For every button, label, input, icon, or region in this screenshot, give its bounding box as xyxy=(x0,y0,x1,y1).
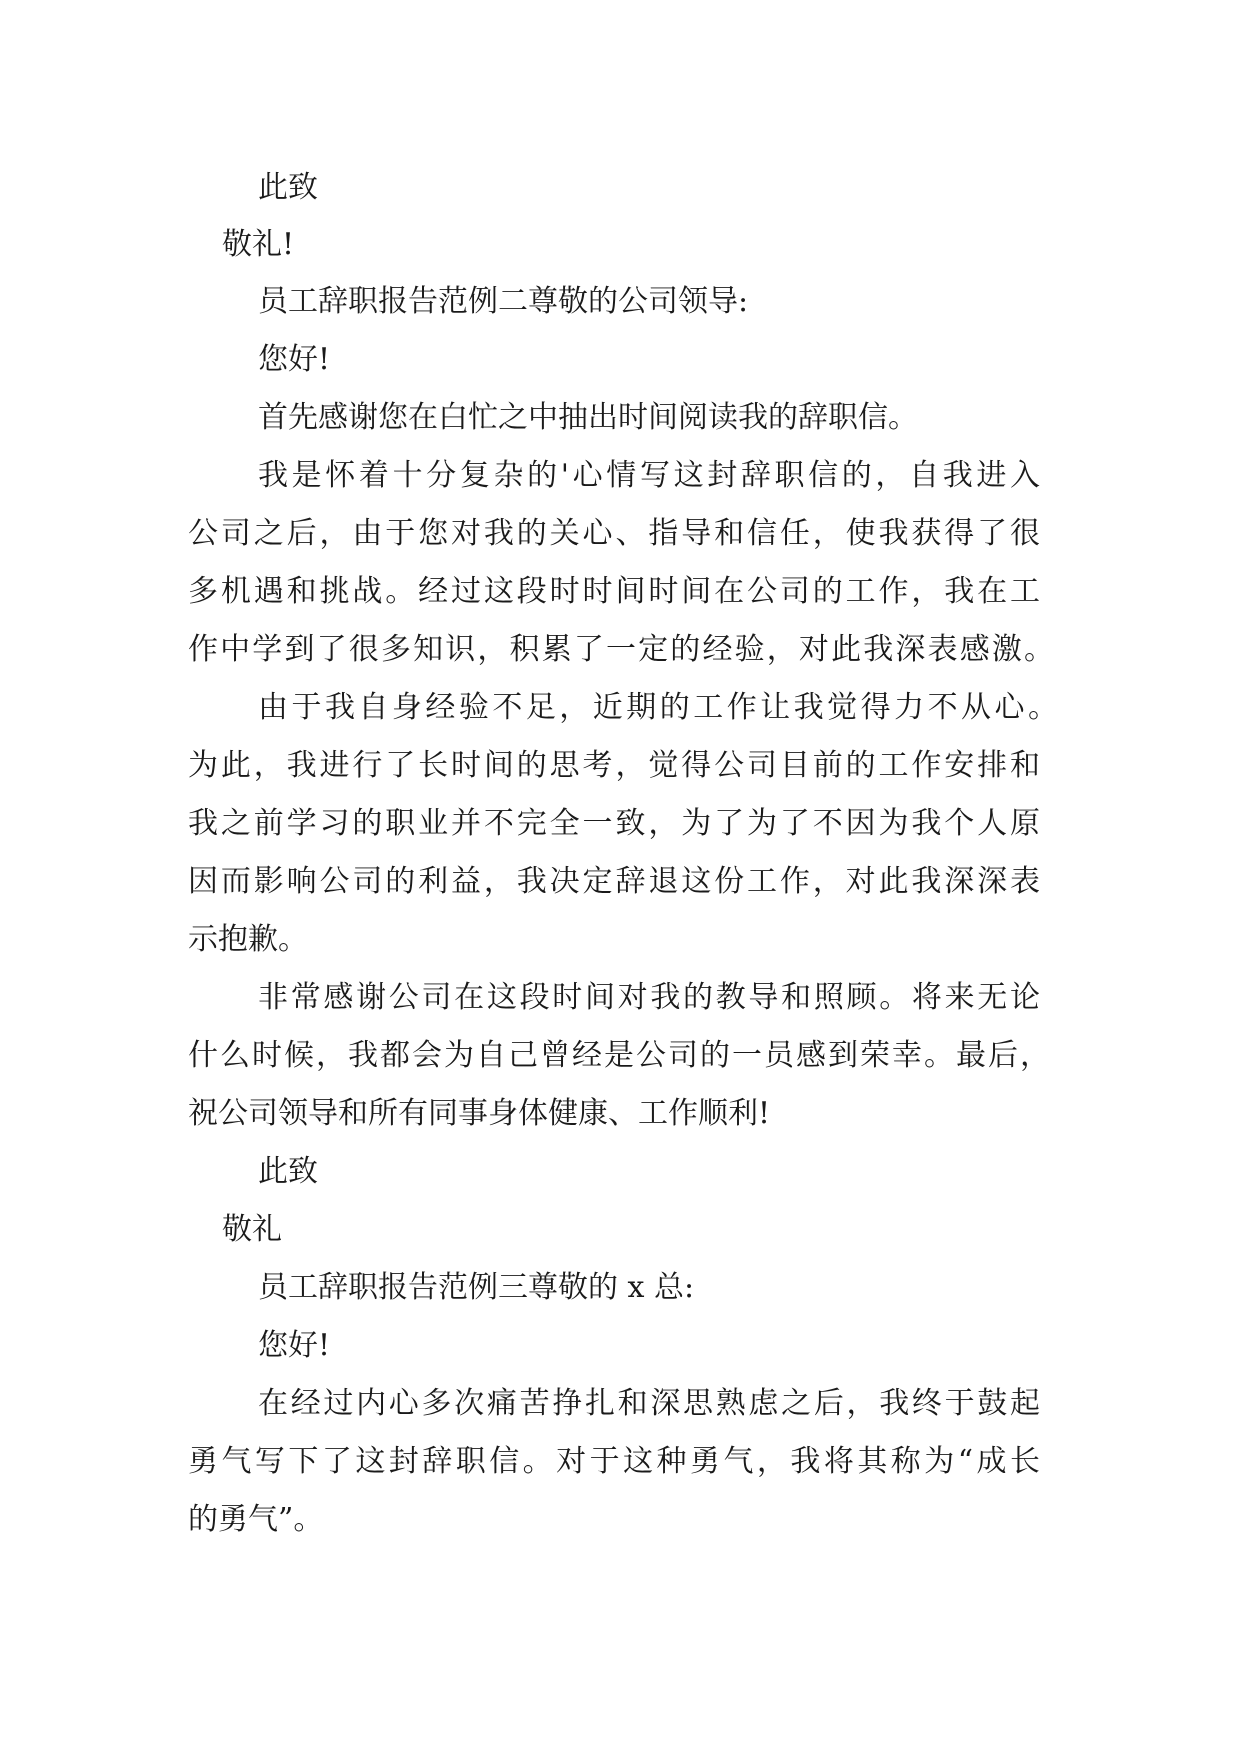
paragraph-line: 我之前学习的职业并不完全一致，为了为了不因为我个人原 xyxy=(188,806,1040,841)
paragraph-line: 勇气写下了这封辞职信。对于这种勇气，我将其称为“成长 xyxy=(188,1444,1040,1479)
greeting-line: 您好! xyxy=(258,1328,331,1363)
paragraph-line: 由于我自身经验不足，近期的工作让我觉得力不从心。 xyxy=(258,690,1058,725)
salutation-line: 敬礼 xyxy=(222,1212,282,1247)
paragraph-line: 多机遇和挑战。经过这段时时间时间在公司的工作，我在工 xyxy=(188,574,1040,609)
paragraph-line: 因而影响公司的利益，我决定辞退这份工作，对此我深深表 xyxy=(188,864,1040,899)
paragraph-line: 什么时候，我都会为自己曾经是公司的一员感到荣幸。最后， xyxy=(188,1038,1050,1073)
section-heading-2: 员工辞职报告范例二尊敬的公司领导: xyxy=(258,284,749,319)
greeting-line: 您好! xyxy=(258,342,331,377)
paragraph-line: 非常感谢公司在这段时间对我的教导和照顾。将来无论 xyxy=(258,980,1040,1015)
section-heading-3: 员工辞职报告范例三尊敬的 x 总: xyxy=(258,1270,695,1305)
closing-line: 此致 xyxy=(258,170,318,205)
paragraph-line: 我是怀着十分复杂的'心情写这封辞职信的，自我进入 xyxy=(258,458,1040,493)
paragraph-line: 在经过内心多次痛苦挣扎和深思熟虑之后，我终于鼓起 xyxy=(258,1386,1040,1421)
paragraph-line: 作中学到了很多知识，积累了一定的经验，对此我深表感激。 xyxy=(188,632,1054,667)
paragraph-line: 为此，我进行了长时间的思考，觉得公司目前的工作安排和 xyxy=(188,748,1040,783)
paragraph-line: 首先感谢您在白忙之中抽出时间阅读我的辞职信。 xyxy=(258,400,918,435)
paragraph-line: 祝公司领导和所有同事身体健康、工作顺利! xyxy=(188,1096,771,1131)
closing-line: 此致 xyxy=(258,1154,318,1189)
salutation-line: 敬礼! xyxy=(222,227,295,262)
paragraph-line: 示抱歉。 xyxy=(188,922,308,957)
paragraph-line: 的勇气”。 xyxy=(188,1502,324,1537)
paragraph-line: 公司之后，由于您对我的关心、指导和信任，使我获得了很 xyxy=(188,516,1040,551)
